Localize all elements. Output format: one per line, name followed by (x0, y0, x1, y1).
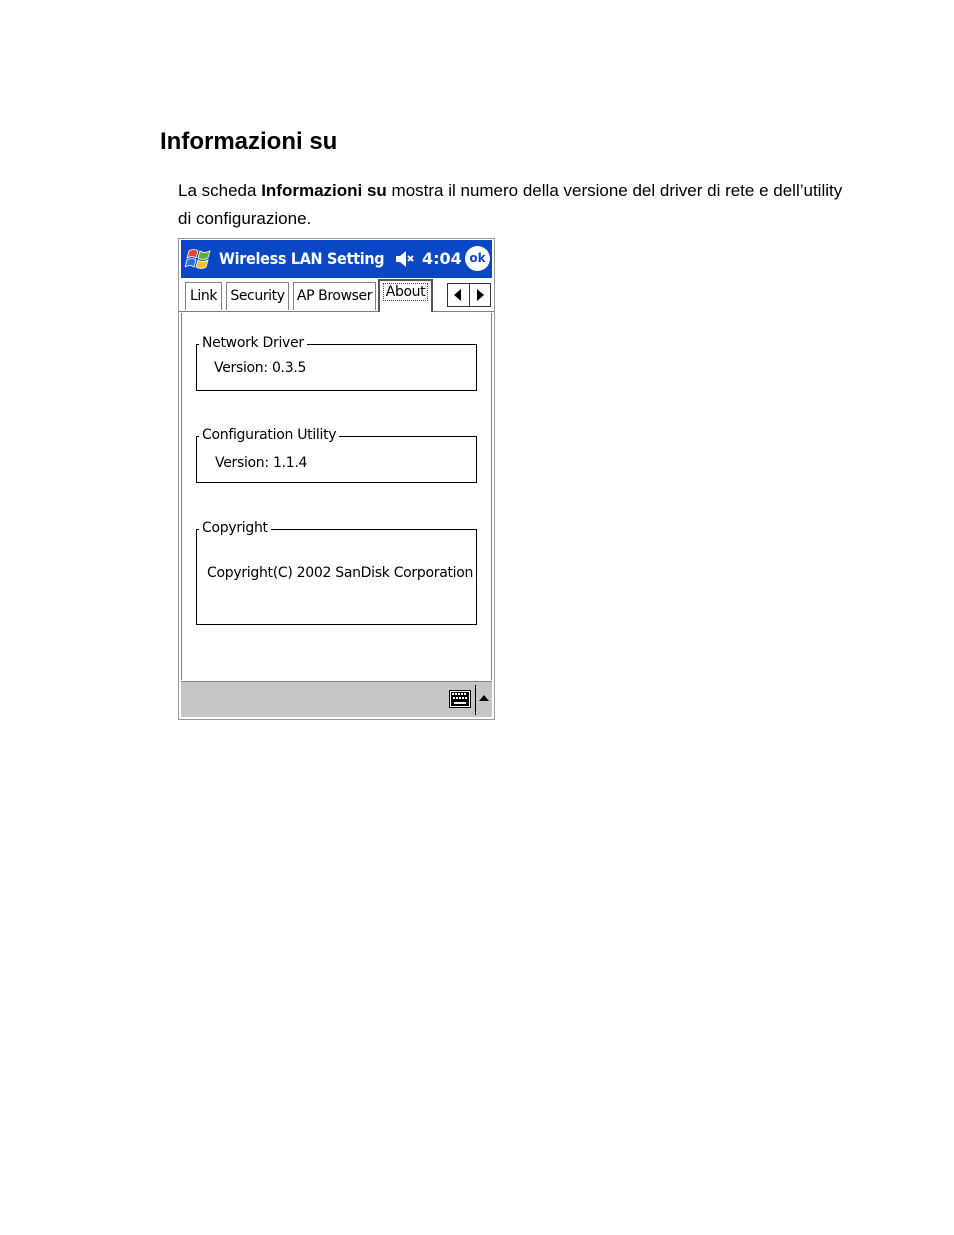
paragraph-text: La scheda (178, 181, 262, 200)
menu-bar (181, 681, 492, 717)
tab-strip (179, 279, 494, 313)
title-bar (181, 240, 492, 278)
clock[interactable]: 4:04 (422, 249, 462, 268)
caret-up-icon[interactable] (479, 695, 489, 701)
paragraph-bold-text: Informazioni su (261, 181, 387, 200)
configuration-utility-version: Version: 1.1.4 (215, 455, 308, 471)
speaker-muted-icon[interactable] (394, 249, 416, 269)
tab-scroll-right-icon[interactable] (469, 284, 490, 306)
copyright-title: Copyright (199, 519, 271, 537)
tab-security[interactable]: Security (226, 282, 289, 310)
paragraph-text-end: mostra il numero della versione del driver di rete e dell’utility di configurazione. (178, 181, 843, 228)
section-paragraph (178, 177, 858, 233)
keyboard-icon[interactable] (449, 690, 471, 708)
ok-button[interactable]: ok (465, 246, 490, 271)
tab-about[interactable] (378, 279, 433, 312)
tab-about-label: About (383, 283, 428, 301)
network-driver-title: Network Driver (199, 334, 307, 352)
tab-link[interactable]: Link (185, 282, 222, 310)
about-panel (181, 313, 492, 680)
tab-ap-browser[interactable]: AP Browser (293, 282, 376, 310)
copyright-text: Copyright(C) 2002 SanDisk Corporation (207, 565, 474, 581)
copyright-group (196, 520, 477, 625)
menu-separator (475, 685, 476, 715)
tab-scroll-control (447, 283, 491, 307)
section-heading: Informazioni su (160, 128, 338, 155)
network-driver-version: Version: 0.3.5 (214, 360, 307, 376)
configuration-utility-title: Configuration Utility (199, 426, 339, 444)
tab-scroll-left-icon[interactable] (448, 284, 470, 306)
tab-divider (179, 311, 494, 312)
window-title: Wireless LAN Setting (219, 249, 385, 268)
network-driver-group (196, 335, 477, 391)
pocketpc-screenshot (178, 238, 495, 720)
start-windows-flag-icon[interactable] (185, 245, 213, 273)
configuration-utility-group (196, 427, 477, 483)
